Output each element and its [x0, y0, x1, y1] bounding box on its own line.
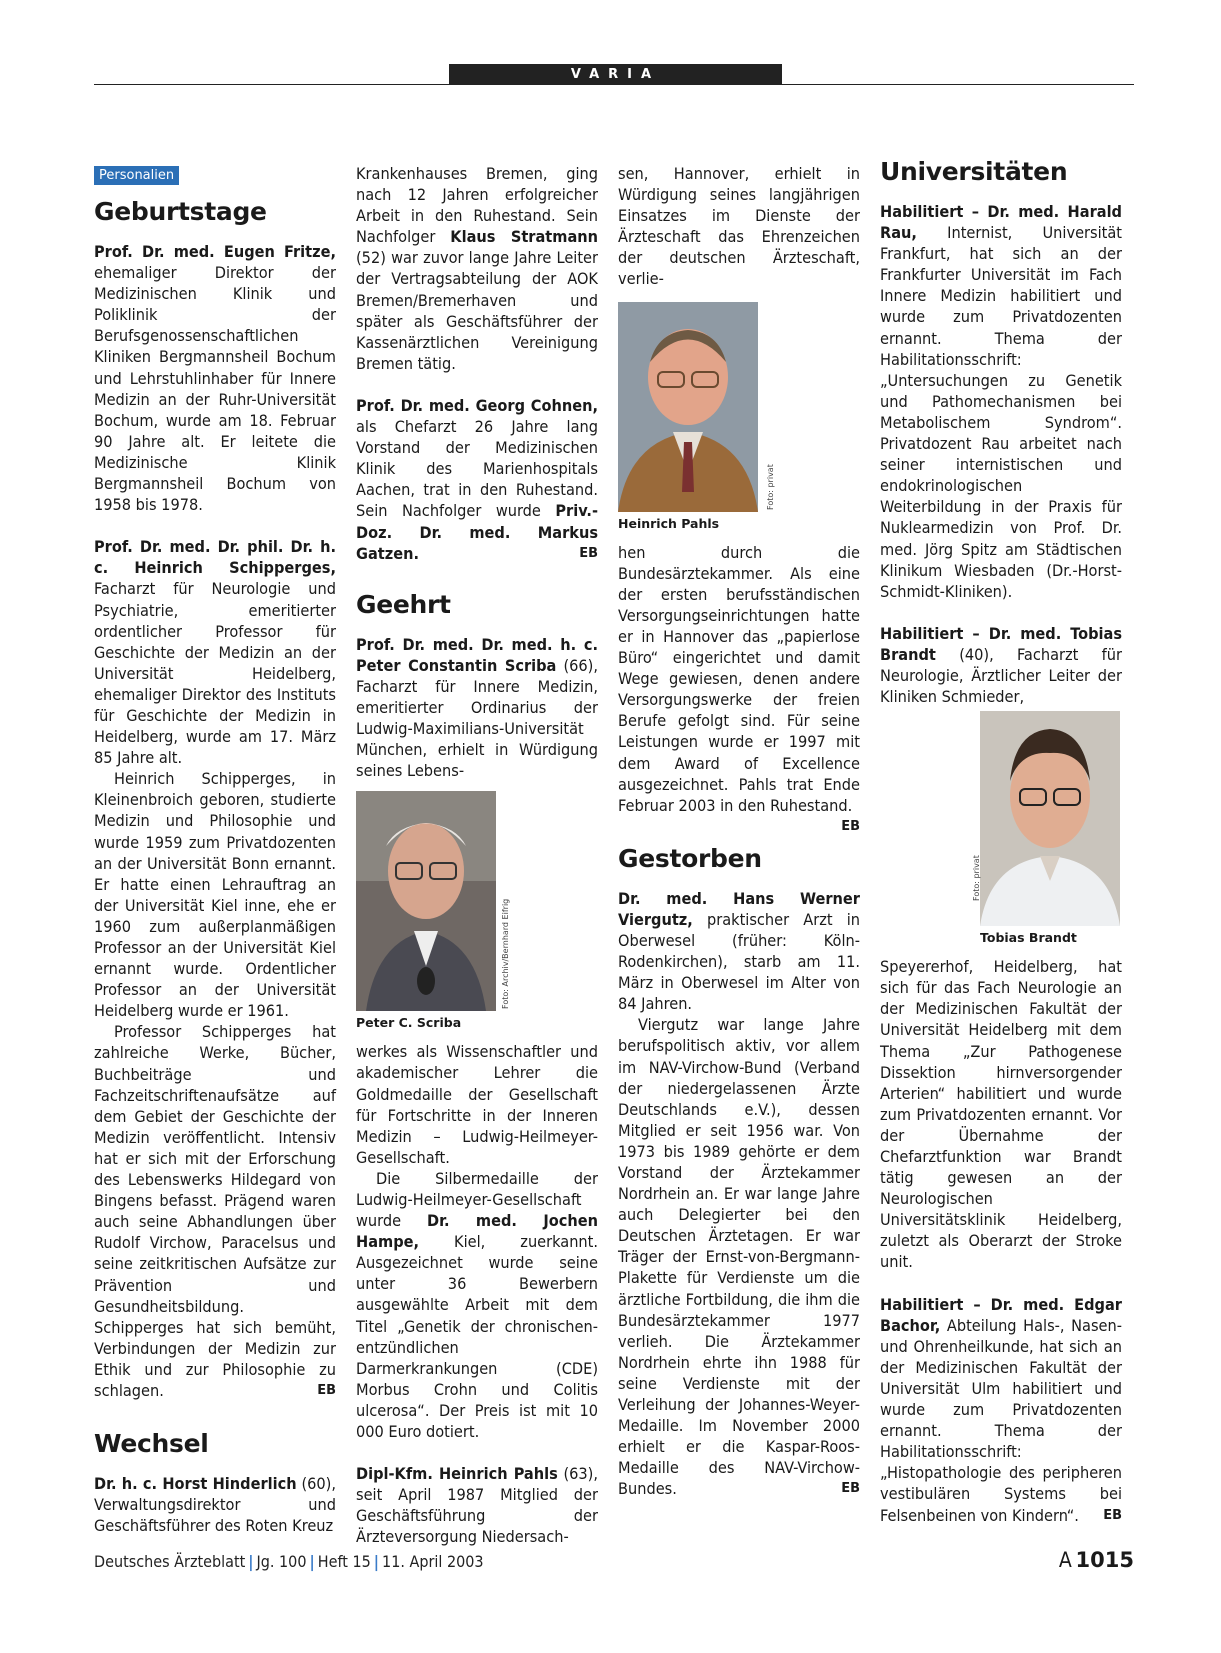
entry-bachor: Habilitiert – Dr. med. Edgar Bachor, Abteilung Hals-, Nasen- und Ohrenheilkunde, hat sich an der Medizinischen Fakultät der Universität Ulm habilitiert und wurde zum Privatdozenten ernannt. Thema der Habilitationsschrift: „Histopathologie des peripheren vestibulären Systems bei Felsenbeinen von Kindern“. EB	[880, 1294, 1122, 1525]
person-name: Klaus Stratmann	[450, 227, 599, 247]
column-3	[618, 163, 860, 1500]
column-1	[94, 163, 336, 1536]
photo-caption: Peter C. Scriba	[356, 1015, 462, 1031]
entry-cohnen: Prof. Dr. med. Georg Cohnen, als Chefarzt 26 Jahre lang Vorstand der Medizinischen Klinik des Marienhospitals Aachen, trat in den Ruhestand. Sein Nachfolger wurde Priv.-Doz. Dr. med. Markus Gatzen. EB	[356, 395, 598, 563]
portrait-image	[980, 711, 1120, 926]
page-number: A 1015	[1058, 1548, 1134, 1572]
journal-name: Deutsches Ärzteblatt	[94, 1552, 246, 1571]
author-initials: EB	[1103, 1507, 1122, 1523]
paragraph: sen, Hannover, erhielt in Würdigung seines langjährigen Einsatzes im Dienste der Ärzteschaft das Ehrenzeichen der deutschen Ärzteschaft, verlie-	[618, 164, 860, 289]
paragraph: Krankenhauses Bremen, ging nach 12 Jahren erfolgreicher Arbeit in den Ruhestand. Sein Nachfolger Klaus Stratmann (52) war zuvor lange Jahre Leiter der Vertragsabteilung der AOK Bremen/Bremerhaven und später als Geschäftsführer der Kassenärztlichen Vereinigung Bremen tätig.	[356, 164, 599, 373]
person-name: Priv.-Doz. Dr. med. Markus Gatzen.	[356, 501, 598, 563]
photo-caption: Heinrich Pahls	[618, 515, 720, 531]
entry-schipperges	[94, 536, 336, 768]
entry-text: ehemaliger Direktor der Medizinischen Klinik und Poliklinik der Berufsgenossenschaftlichen Kliniken Bergmannsheil Bochum und Lehrstuhlinhaber für Innere Medizin an der Ruhr-Universität Bochum, wurde am 18. Februar 90 Jahre alt. Er leitete die Medizinische Klinik Bergmannsheil Bochum von 1958 bis 1978.	[94, 263, 336, 515]
portrait-image	[618, 302, 758, 512]
photo-credit: Foto: Archiv/Bernhard Eifrig	[501, 899, 510, 1010]
person-name: Prof. Dr. med. Georg Cohnen,	[356, 395, 598, 415]
paragraph: Heinrich Schipperges, in Kleinenbroich geboren, studierte Medizin und Philosophie und wurde 1959 zum Privatdozenten an der Universität Bonn ernannt. Er hatte einen Lehrauftrag an der Universität Kiel inne, ehe er 1960 zum außerplanmäßigen Professor an der Universität Kiel ernannt wurde. Ordentlicher Professor an der Universität Heidelberg wurde er 1961.	[94, 769, 336, 1021]
person-name: Prof. Dr. med. Dr. med. h. c. Peter Constantin Scriba	[356, 634, 598, 675]
volume: Jg. 100	[256, 1552, 307, 1571]
paragraph: Viergutz war lange Jahre berufspolitisch aktiv, vor allem im NAV-Virchow-Bund (Verband der niedergelassenen Ärzte Deutschlands e.V.), dessen Mitglied er seit 1956 war. Von 1973 bis 1989 gehörte er dem Vorstand der Ärztekammer Nordrhein an. Er war lange Jahre auch Delegierter bei den Deutschen Ärztetagen. Er war Träger der Ernst-von-Bergmann-Plakette für Verdienste um die ärztliche Fortbildung, die ihm die Bundesärztekammer 1977 verlieh. Die Ärztekammer Nordrhein ehrte ihn 1988 für seine Verdienste mit der Verleihung der Johannes-Weyer-Medaille. Im November 2000 erhielt er die Kaspar-Roos-Medaille des NAV-Virchow-Bundes. EB	[618, 1015, 860, 1499]
paragraph: Professor Schipperges hat zahlreiche Werke, Bücher, Buchbeiträge und Fachzeitschriftenaufsätze auf dem Gebiet der Geschichte der Medizin veröffentlicht. Intensiv hat er sich mit der Erforschung des Lebenswerks Hildegard von Bingens befasst. Prägend waren auch seine Abhandlungen über Rudolf Virchow, Paracelsus und seine zeitkritischen Aufsätze zur Prävention und Gesundheitsbildung. Schipperges hat sich bemüht, Verbindungen der Medizin zur Ethik und zur Philosophie zu schlagen. EB	[94, 1022, 336, 1400]
photo-pahls	[618, 302, 860, 512]
section-kicker: Personalien	[94, 166, 179, 185]
person-name: Habilitiert – Dr. med. Harald Rau,	[880, 202, 1122, 243]
page-footer	[94, 1548, 1134, 1578]
person-name: Dr. med. Jochen Hampe,	[356, 1211, 598, 1252]
entry-text: (60), Verwaltungsdirektor und Geschäftsführer des Roten Kreuz	[94, 1474, 336, 1536]
header-rule	[94, 84, 1134, 85]
footer-citation	[94, 1552, 484, 1571]
entry-hinderlich	[94, 1473, 336, 1536]
author-initials: EB	[841, 818, 860, 834]
entry-brandt: Habilitiert – Dr. med. Tobias Brandt (40), Facharzt für Neurologie, Ärztlicher Leiter der Kliniken Schmieder,	[880, 623, 1122, 707]
footer-separator: |	[373, 1552, 380, 1571]
column-2	[356, 163, 598, 1548]
person-name: Habilitiert – Dr. med. Tobias Brandt	[880, 623, 1122, 664]
paragraph: hen durch die Bundesärztekammer. Als eine der ersten berufsständischen Versorgungseinrichtungen hatte er in Hannover das „papierlose Büro“ eingerichtet und damit Wege gewiesen, denen andere Versorgungswerke der freien Berufe gefolgt sind. Für seine Leistungen wurde er 1997 mit dem Award of Excellence ausgezeichnet. Pahls trat Ende Februar 2003 in den Ruhestand. EB	[618, 542, 860, 816]
person-name: Habilitiert – Dr. med. Edgar Bachor,	[880, 1294, 1122, 1335]
issue: Heft 15	[317, 1552, 371, 1571]
entry-rau: Habilitiert – Dr. med. Harald Rau, Internist, Universität Frankfurt, hat sich an der Frankfurter Universität im Fach Innere Medizin habilitiert und wurde zum Privatdozenten ernannt. Thema der Habilitationsschrift: „Untersuchungen zu Genetik und Pathomechanismen bei Metabolischem Syndrom“. Privatdozent Rau arbeitet nach seiner internistischen und endokrinologischen Weiterbildung in der Praxis für Nuklearmedizin von Prof. Dr. med. Jörg Spitz am Städtischen Klinikum Wiesbaden (Dr.-Horst-Schmidt-Kliniken).	[880, 202, 1122, 601]
photo-brandt	[972, 711, 1122, 926]
heading-honored: Geehrt	[356, 589, 451, 619]
person-name: Dr. med. Hans Werner Viergutz,	[618, 888, 860, 929]
paragraph: Die Silbermedaille der Ludwig-Heilmeyer-Gesellschaft wurde Dr. med. Jochen Hampe, Kiel, zuerkannt. Ausgezeichnet wurde seine unter 36 Bewerbern ausgewählte Arbeit mit dem Titel „Genetik der chronischen-entzündlichen Darmerkrankungen (CDE) Morbus Crohn und Colitis ulcerosa“. Der Preis ist mit 10 000 Euro dotiert.	[356, 1168, 598, 1442]
entry-pahls: Dipl-Kfm. Heinrich Pahls (63), seit April 1987 Mitglied der Geschäftsführung der Ärzteversorgung Niedersach-	[356, 1464, 598, 1547]
entry-fritze	[94, 241, 336, 515]
photo-credit: Foto: privat	[766, 463, 775, 510]
footer-separator: |	[309, 1552, 315, 1571]
footer-separator: |	[248, 1552, 254, 1571]
heading-universities: Universitäten	[880, 157, 1068, 186]
photo-credit: Foto: privat	[972, 855, 981, 902]
author-initials: EB	[841, 1481, 860, 1497]
author-initials: EB	[579, 545, 598, 561]
column-4	[880, 157, 1122, 1526]
person-name: Prof. Dr. med. Eugen Fritze,	[94, 242, 336, 261]
heading-birthdays: Geburtstage	[94, 197, 267, 226]
entry-viergutz: Dr. med. Hans Werner Viergutz, praktischer Arzt in Oberwesel (früher: Köln-Rodenkirchen), starb am 11. März in Oberwesel im Alter von 84 Jahren.	[618, 888, 860, 1014]
person-name: Prof. Dr. med. Dr. phil. Dr. h. c. Heinrich Schipperges,	[94, 537, 336, 578]
entry-text: Facharzt für Neurologie und Psychiatrie, emeritierter ordentlicher Professor für Geschichte der Medizin an der Universität Heidelberg, ehemaliger Direktor des Instituts für Geschichte der Medizin in Heidelberg, wurde am 17. März 85 Jahre alt.	[94, 579, 336, 768]
paragraph: Speyererhof, Heidelberg, hat sich für das Fach Neurologie an der Medizinischen Fakultät der Universität Heidelberg mit dem Thema „Zur Pathogenese Dissektion hirnversorgender Arterien“ habilitiert und wurde zum Privatdozenten ernannt. Vor der Übernahme der Chefarztfunktion war Brandt tätig gewesen an der Neurologischen Universitätsklinik Heidelberg, zuletzt als Oberarzt der Stroke unit.	[880, 957, 1122, 1272]
heading-died: Gestorben	[618, 843, 762, 873]
heading-change: Wechsel	[94, 1429, 209, 1459]
photo-scriba	[356, 791, 598, 1011]
author-initials: EB	[317, 1382, 336, 1398]
person-name: Dr. h. c. Horst Hinderlich	[94, 1474, 297, 1494]
photo-caption: Tobias Brandt	[980, 930, 1077, 946]
date: 11. April 2003	[382, 1552, 484, 1571]
portrait-image	[356, 791, 496, 1011]
entry-scriba: Prof. Dr. med. Dr. med. h. c. Peter Constantin Scriba (66), Facharzt für Innere Medizin, emeritierter Ordinarius der Ludwig-Maximilians-Universität München, erhielt in Würdigung seines Lebens-	[356, 634, 598, 781]
section-header-varia: VARIA	[449, 64, 782, 85]
person-name: Dipl-Kfm. Heinrich Pahls	[356, 1464, 558, 1484]
paragraph: werkes als Wissenschaftler und akademischer Lehrer die Goldmedaille der Gesellschaft für Fortschritte in der Inneren Medizin – Ludwig-Heilmeyer-Gesellschaft.	[356, 1042, 598, 1167]
